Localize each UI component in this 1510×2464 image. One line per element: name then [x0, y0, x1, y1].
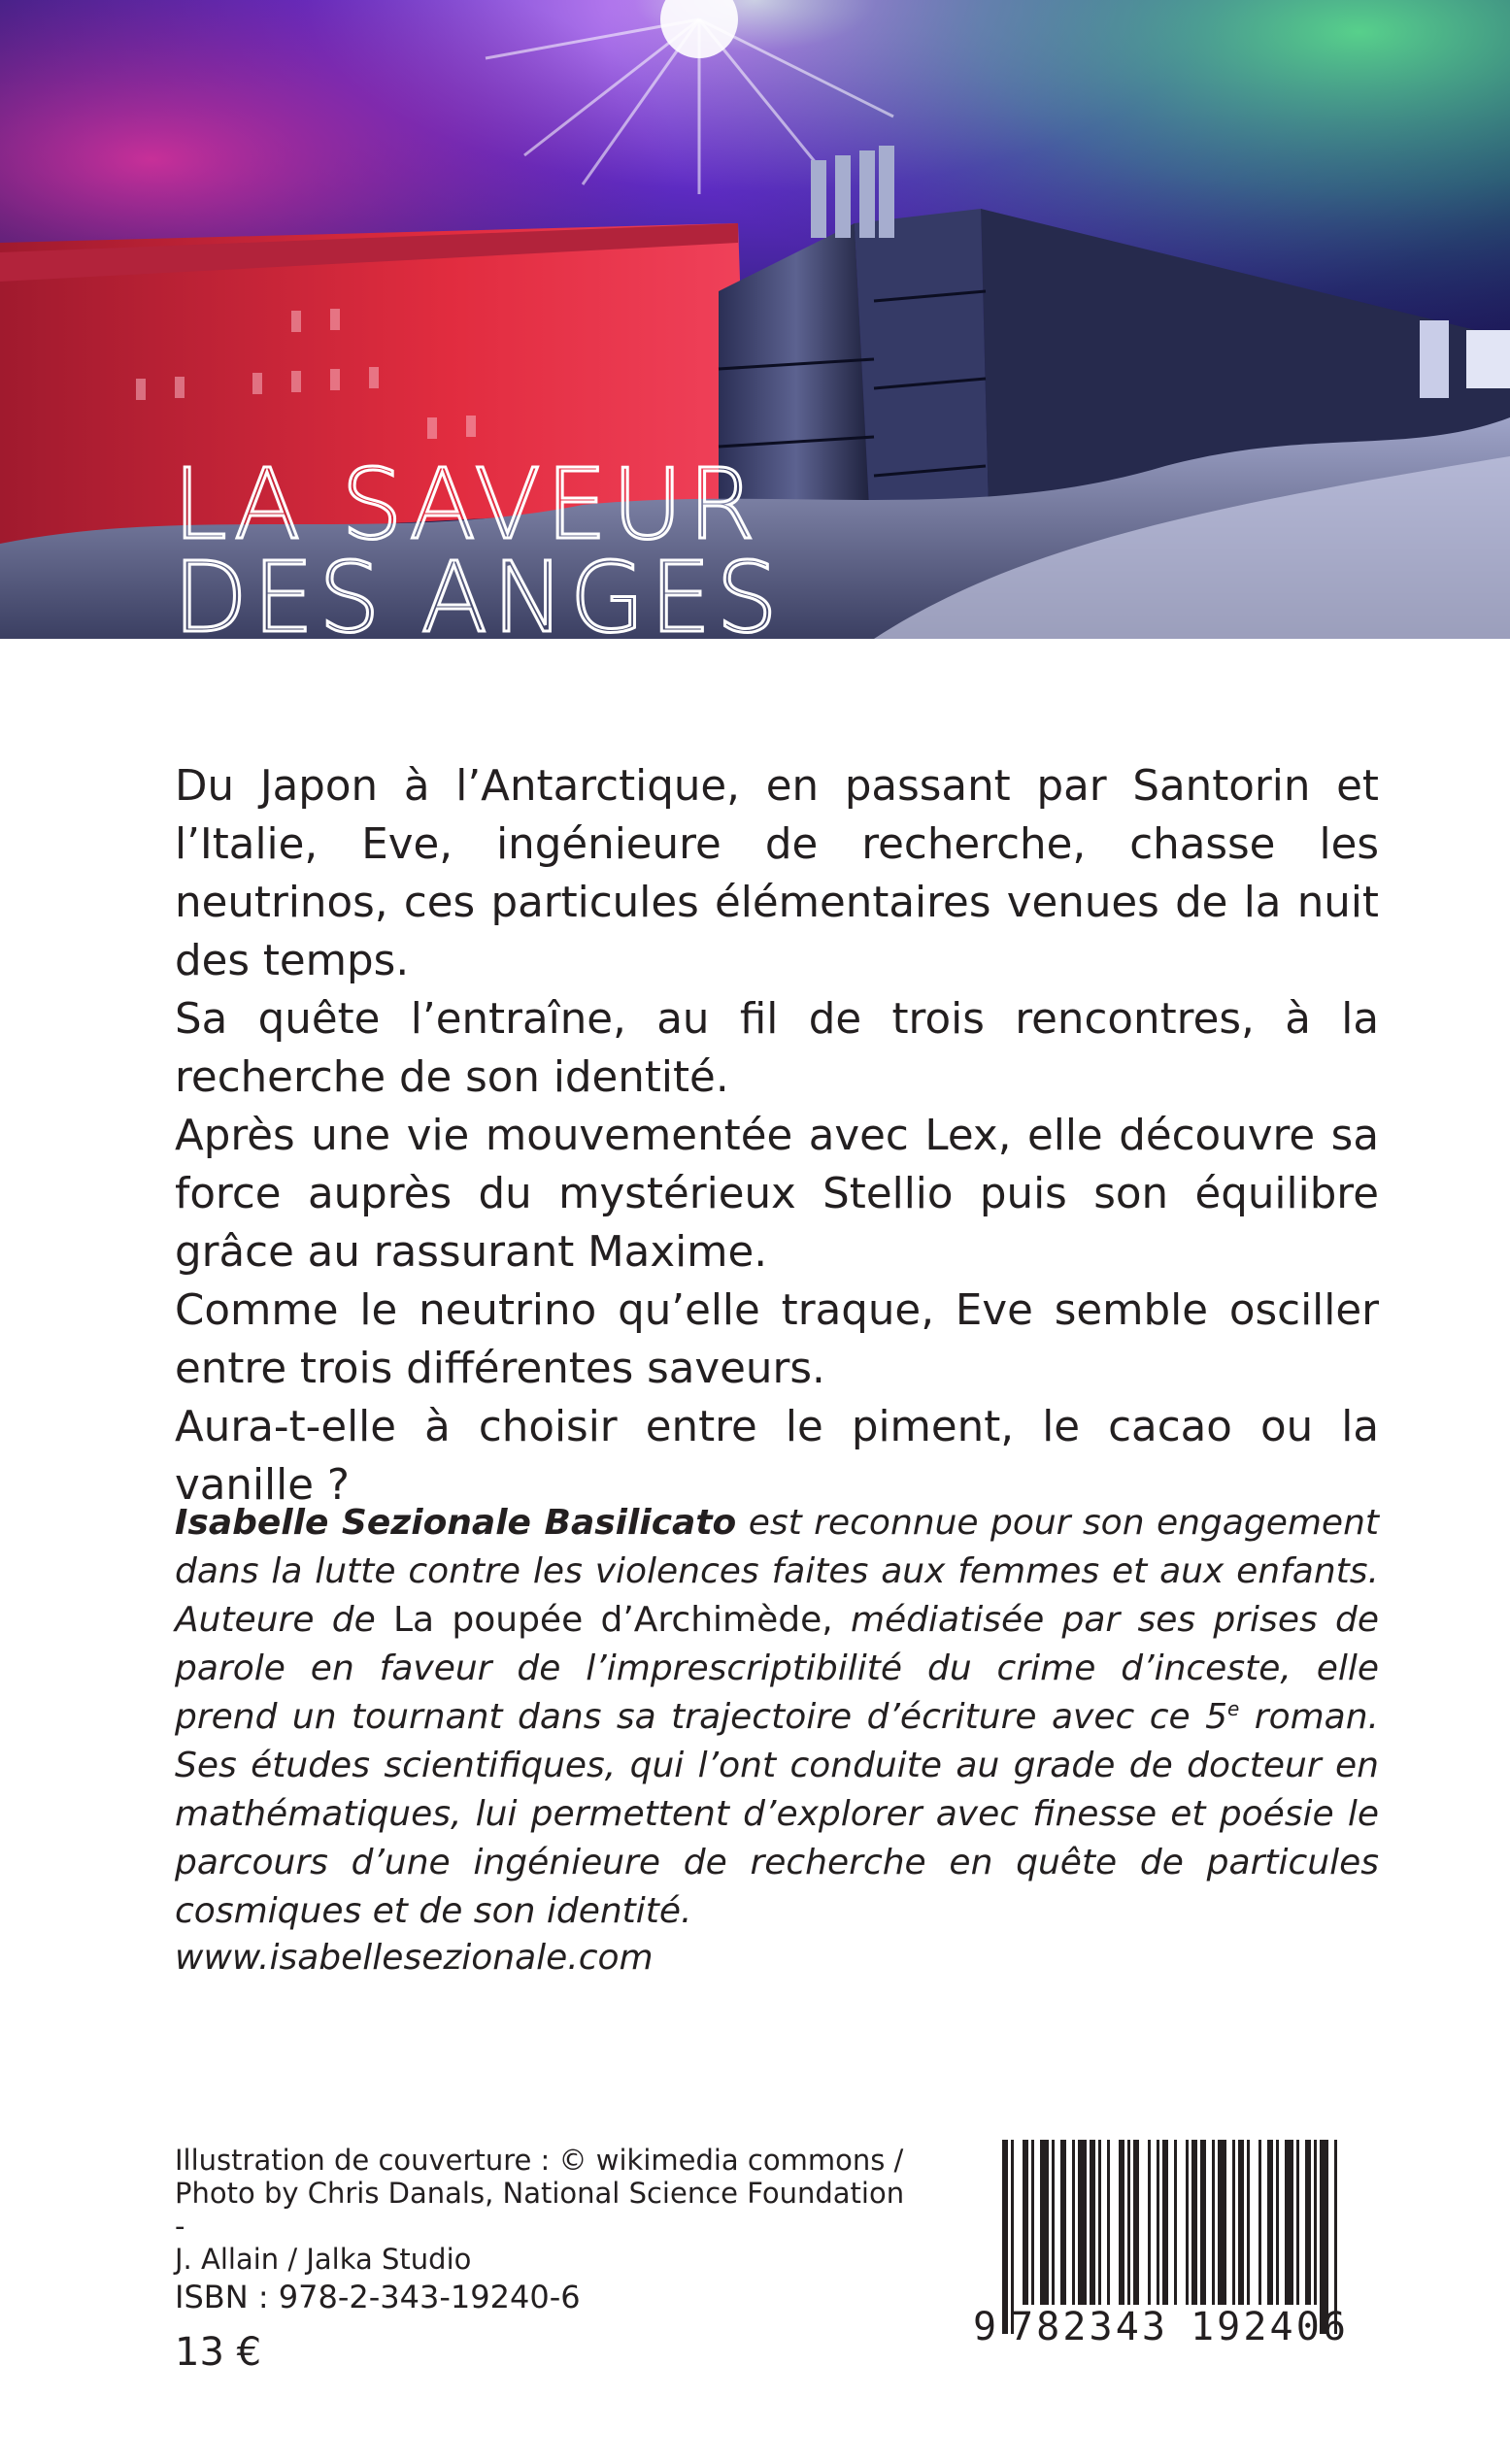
book-title — [173, 448, 783, 639]
barcode-bar — [1218, 2140, 1226, 2305]
barcode-bar — [1157, 2140, 1159, 2305]
bio-text: roman. Ses études scientifiques, qui l’ont conduite au grade de docteur en mathématiques, lui permettent d’explorer avec finesse et poésie le parcours d’une ingénieure de recherche en quête de particules cosmiques et de son identité. — [175, 1697, 1379, 1931]
author-name: Isabelle Sezionale Basilicato — [175, 1503, 737, 1543]
title-line-1: LA SAVEUR — [173, 448, 760, 561]
barcode-bar — [1098, 2140, 1101, 2305]
barcode-bar — [1285, 2140, 1293, 2305]
isbn-number: ISBN : 978-2-343-19240-6 — [175, 2279, 581, 2315]
title-line-2: DES ANGES — [173, 541, 783, 639]
credits-line: Photo by Chris Danals, National Science Foundation - — [175, 2177, 905, 2243]
blurb-paragraph: Aura-t-elle à choisir entre le piment, le cacao ou la vanille ? — [175, 1403, 1379, 1510]
barcode-bar — [1148, 2140, 1151, 2305]
ordinal-suffix: e — [1227, 1697, 1240, 1720]
barcode-bar — [1174, 2140, 1177, 2305]
credits-line: J. Allain / Jalka Studio — [175, 2243, 472, 2276]
barcode-digit-group-1: 782343 — [1010, 2305, 1165, 2349]
barcode-bar — [1119, 2140, 1124, 2305]
author-website-link[interactable]: www.isabellesezionale.com — [175, 1938, 654, 1978]
barcode-bar — [1078, 2140, 1087, 2305]
previous-book-title: La poupée d’Archimède, — [393, 1600, 833, 1640]
cover-credits — [175, 2144, 913, 2276]
barcode-digits — [963, 2297, 1373, 2355]
barcode-bar — [1305, 2140, 1311, 2305]
barcode-bar — [1296, 2140, 1299, 2305]
blurb-paragraph: Comme le neutrino qu’elle traque, Eve semble osciller entre trois différentes saveurs. — [175, 1286, 1379, 1393]
barcode-bar — [1031, 2140, 1034, 2305]
bio-text: médiatisée par ses prises de parole en faveur de l’imprescriptibilité du crime d’inceste, elle prend un tournant dans sa trajectoire d’écriture avec ce 5 — [175, 1600, 1379, 1737]
barcode-bar — [1090, 2140, 1095, 2305]
author-bio — [175, 1499, 1379, 1936]
barcode-bar — [1186, 2140, 1189, 2305]
barcode-bar — [1191, 2140, 1197, 2305]
credits-line: Illustration de couverture : © wikimedia commons / — [175, 2144, 904, 2177]
barcode-bar — [1232, 2140, 1235, 2305]
back-cover-blurb — [175, 757, 1379, 1515]
barcode-bar — [1212, 2140, 1215, 2305]
barcode-bar — [1258, 2140, 1261, 2305]
blurb-paragraph: Après une vie mouvementée avec Lex, elle découvre sa force auprès du mystérieux Stellio puis son équilibre grâce au rassurant Maxime. — [175, 1112, 1379, 1277]
barcode-bar — [1200, 2140, 1206, 2305]
barcode-bar — [1314, 2140, 1317, 2305]
barcode-bar — [1267, 2140, 1273, 2305]
barcode-bar — [1023, 2140, 1028, 2305]
barcode-bar — [1162, 2140, 1168, 2305]
barcode-bar — [1072, 2140, 1075, 2305]
barcode-bar — [1040, 2140, 1049, 2305]
blurb-paragraph: Du Japon à l’Antarctique, en passant par Santorin et l’Italie, Eve, ingénieure de recherche, chasse les neutrinos, ces particules élémentaires venues de la nuit des temps. — [175, 762, 1379, 985]
barcode-bar — [1133, 2140, 1139, 2305]
cover-image — [0, 0, 1510, 639]
barcode-digit-first: 9 — [973, 2305, 997, 2349]
barcode-bar — [1052, 2140, 1055, 2305]
barcode-bar — [1127, 2140, 1130, 2305]
barcode-bar — [1238, 2140, 1244, 2305]
barcode-bar — [1276, 2140, 1279, 2305]
bio-text: est reconnue pour son engagement dans la lutte contre les violences faites aux femmes et aux enfants. Auteure de — [175, 1503, 1379, 1640]
barcode-bar — [1060, 2140, 1066, 2305]
price: 13 € — [175, 2330, 262, 2375]
blurb-paragraph: Sa quête l’entraîne, au fil de trois rencontres, à la recherche de son identité. — [175, 995, 1379, 1102]
barcode-bar — [1107, 2140, 1110, 2305]
barcode-bar — [1247, 2140, 1250, 2305]
barcode-digit-group-2: 192406 — [1191, 2305, 1346, 2349]
